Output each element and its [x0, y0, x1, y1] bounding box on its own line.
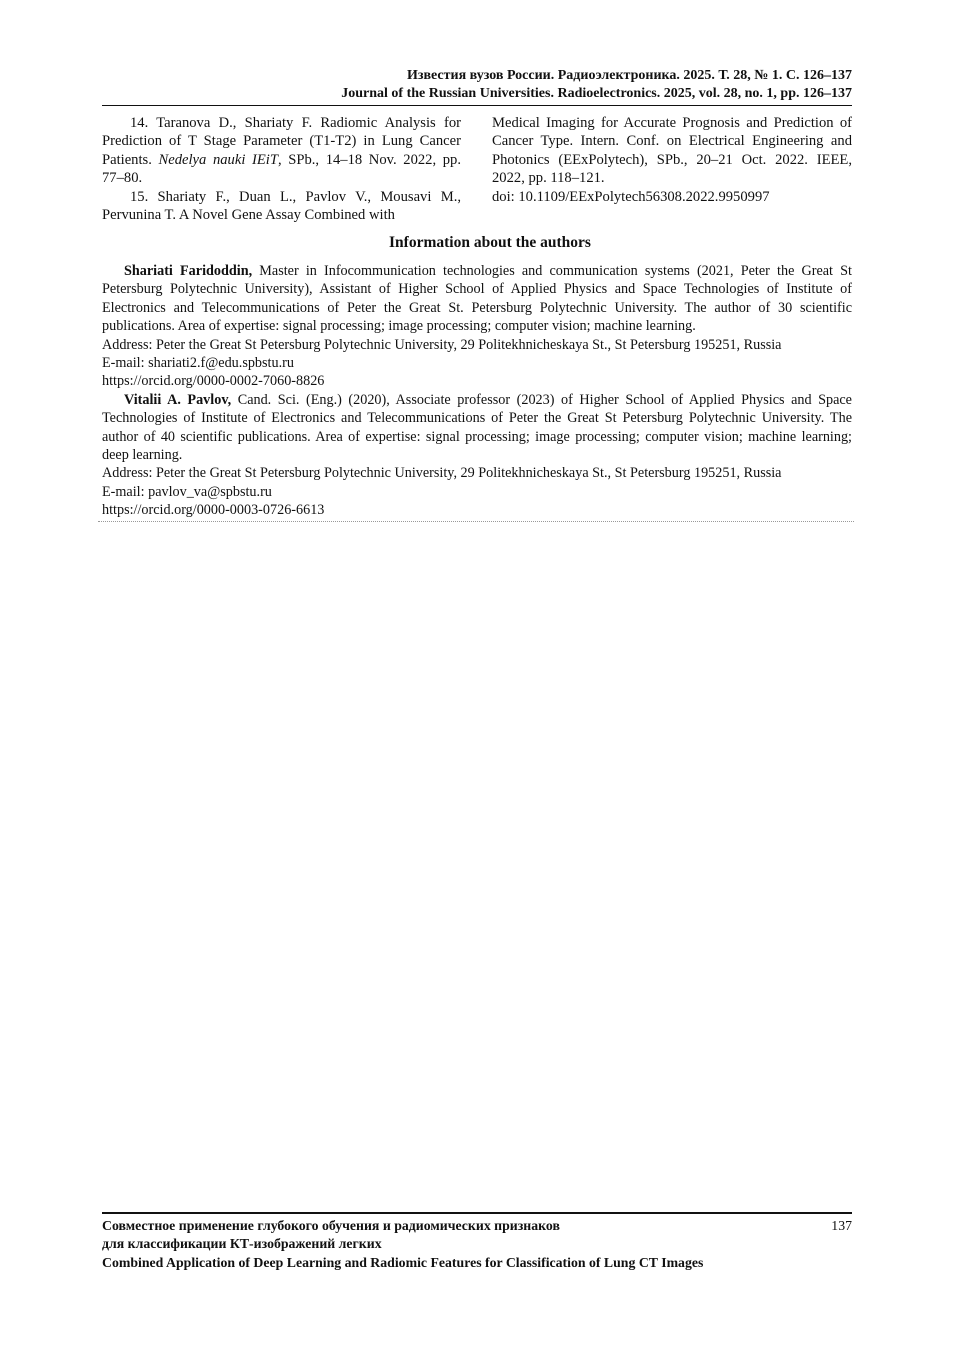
running-header: [102, 67, 852, 103]
section-divider: [98, 521, 854, 522]
header-line-ru: Известия вузов России. Радиоэлектроника. 2025. Т. 28, № 1. С. 126–137: [406, 68, 852, 83]
running-footer: [102, 1217, 852, 1272]
reference-14: [102, 114, 461, 188]
author-2-orcid: https://orcid.org/0000-0003-0726-6613: [102, 502, 325, 519]
references-left-column: [102, 114, 461, 224]
references-right-column: [492, 114, 852, 206]
author-2-name: Vitalii A. Pavlov,: [124, 391, 232, 408]
authors-heading: Information about the authors: [389, 234, 591, 251]
author-1-orcid: https://orcid.org/0000-0002-7060-8826: [102, 373, 325, 390]
reference-14-text: 14. Taranova D., Shariaty F. Radiomic Analysis for Prediction of T Stage Parameter (T1-T2) in Lung Cancer Patients.: [102, 115, 461, 168]
footer-title-ru-2: для классификации КТ-изображений легких: [102, 1236, 382, 1252]
author-2-address: Address: Peter the Great St Petersburg Polytechnic University, 29 Politekhnicheskaya St., St Petersburg 195251, Russia: [102, 465, 782, 482]
reference-15-continued: Medical Imaging for Accurate Prognosis and Prediction of Cancer Type. Intern. Conf. on Electrical Engineering and Photonics (EExPolytech), SPb., 20–21 Oct. 2022. IEEE, 2022, pp. 118–121.: [492, 115, 852, 187]
reference-15-doi: doi: 10.1109/EExPolytech56308.2022.9950997: [492, 188, 770, 205]
author-1-address: Address: Peter the Great St Petersburg Polytechnic University, 29 Politekhnicheskaya St., St Petersburg 195251, Russia: [102, 336, 782, 353]
author-1-email: E-mail: shariati2.f@edu.spbstu.ru: [102, 355, 294, 372]
header-rule: [102, 105, 852, 106]
authors-section: [102, 262, 852, 520]
author-2-bio: [102, 391, 852, 465]
header-line-en: Journal of the Russian Universities. Radioelectronics. 2025, vol. 28, no. 1, pp. 126–137: [341, 86, 852, 101]
reference-14-venue: Nedelya nauki IEiT: [158, 151, 278, 168]
footer-rule: [102, 1212, 852, 1214]
reference-15-start: 15. Shariaty F., Duan L., Pavlov V., Mousavi M., Pervunina T. A Novel Gene Assay Combined with: [102, 188, 461, 224]
author-1-name: Shariati Faridoddin,: [124, 263, 253, 279]
author-2-bio-text: Cand. Sci. (Eng.) (2020), Associate professor (2023) of Higher School of Applied Physics and Space Technologies of Institute of Electronics and Telecommunications of Peter the Great St Petersburg Polytechnic University. The author of 40 scientific publications. Area of expertise: signal processing; image processing; computer vision; machine learning; deep learning.: [102, 391, 852, 464]
author-1-bio: [102, 262, 852, 336]
author-1-bio-text: Master in Infocommunication technologies and communication systems (2021, Peter the Great St Petersburg Polytechnic University), Assistant of Higher School of Applied Physics and Space Technologies of Institute of Electronics and Telecommunications of Peter the Great St. Petersburg Polytechnic University. The author of 30 scientific publications. Area of expertise: signal processing; image processing; computer vision; machine learning.: [102, 263, 852, 335]
page-number: 137: [831, 1218, 852, 1233]
author-2-email: E-mail: pavlov_va@spbstu.ru: [102, 483, 272, 500]
reference-14-details: , SPb., 14–18 Nov. 2022, pp. 77–80.: [102, 151, 461, 187]
footer-title-ru-1: Совместное применение глубокого обучения и радиомических признаков: [102, 1218, 560, 1233]
footer-title-en: Combined Application of Deep Learning and Radiomic Features for Classification of Lung CT Images: [102, 1254, 704, 1270]
